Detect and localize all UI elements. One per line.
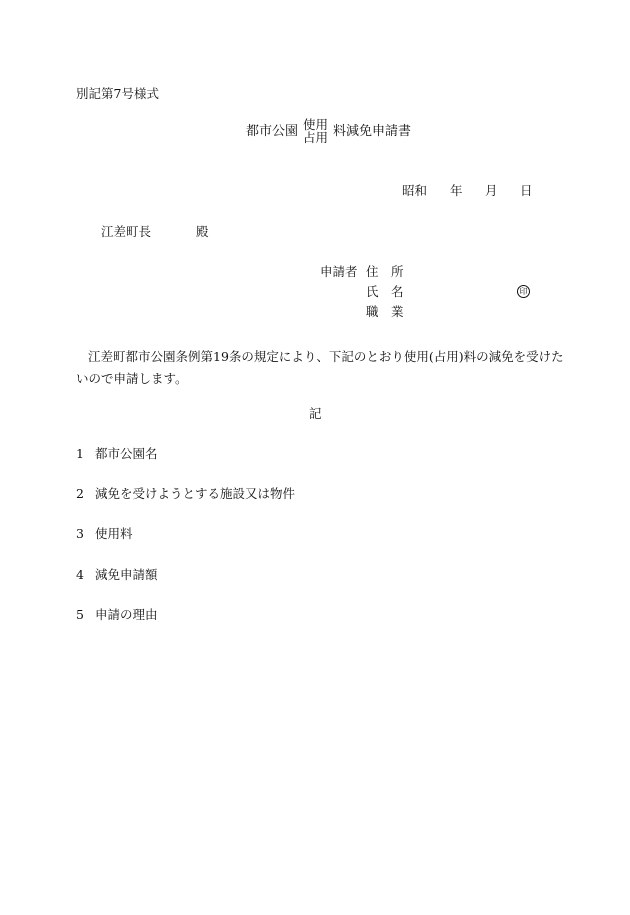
addressee-honorific: 殿 xyxy=(196,224,209,239)
item-number: 4 xyxy=(76,567,84,582)
item-label: 減免申請額 xyxy=(95,567,158,582)
list-item xyxy=(76,609,158,622)
list-item xyxy=(76,488,295,501)
seal-mark xyxy=(517,284,530,298)
item-number: 3 xyxy=(76,526,84,541)
item-label: 減免を受けようとする施設又は物件 xyxy=(95,486,296,501)
list-item xyxy=(76,569,158,582)
document-title xyxy=(246,118,411,144)
item-number: 1 xyxy=(76,446,84,461)
title-stack-bottom: 占用 xyxy=(303,130,329,145)
list-item xyxy=(76,528,133,541)
ki-heading: 記 xyxy=(309,406,322,421)
item-number: 5 xyxy=(76,607,84,622)
title-prefix: 都市公園 xyxy=(246,123,299,139)
list-item xyxy=(76,448,158,461)
body-paragraph: 江差町都市公園条例第19条の規定により、下記のとおり使用(占用)料の減免を受けたいので申請します。 xyxy=(76,349,564,386)
date-year: 年 xyxy=(450,183,463,198)
date-day: 日 xyxy=(520,183,533,198)
name-label: 氏 名 xyxy=(366,284,404,299)
seal-circle: 印 xyxy=(517,285,530,298)
item-label: 都市公園名 xyxy=(95,446,158,461)
title-usage-stack xyxy=(303,118,328,144)
item-label: 申請の理由 xyxy=(95,607,158,622)
applicant-label: 申請者 xyxy=(320,264,358,279)
item-label: 使用料 xyxy=(95,526,133,541)
title-suffix: 料減免申請書 xyxy=(333,123,412,139)
addressee-name: 江差町長 xyxy=(101,224,152,239)
address-label: 住 所 xyxy=(366,264,404,279)
item-number: 2 xyxy=(76,486,84,501)
title-stack-top: 使用 xyxy=(303,117,329,132)
form-number: 別記第7号様式 xyxy=(76,86,159,101)
occupation-label: 職 業 xyxy=(366,304,404,319)
date-era: 昭和 xyxy=(402,183,428,198)
date-month: 月 xyxy=(485,183,498,198)
